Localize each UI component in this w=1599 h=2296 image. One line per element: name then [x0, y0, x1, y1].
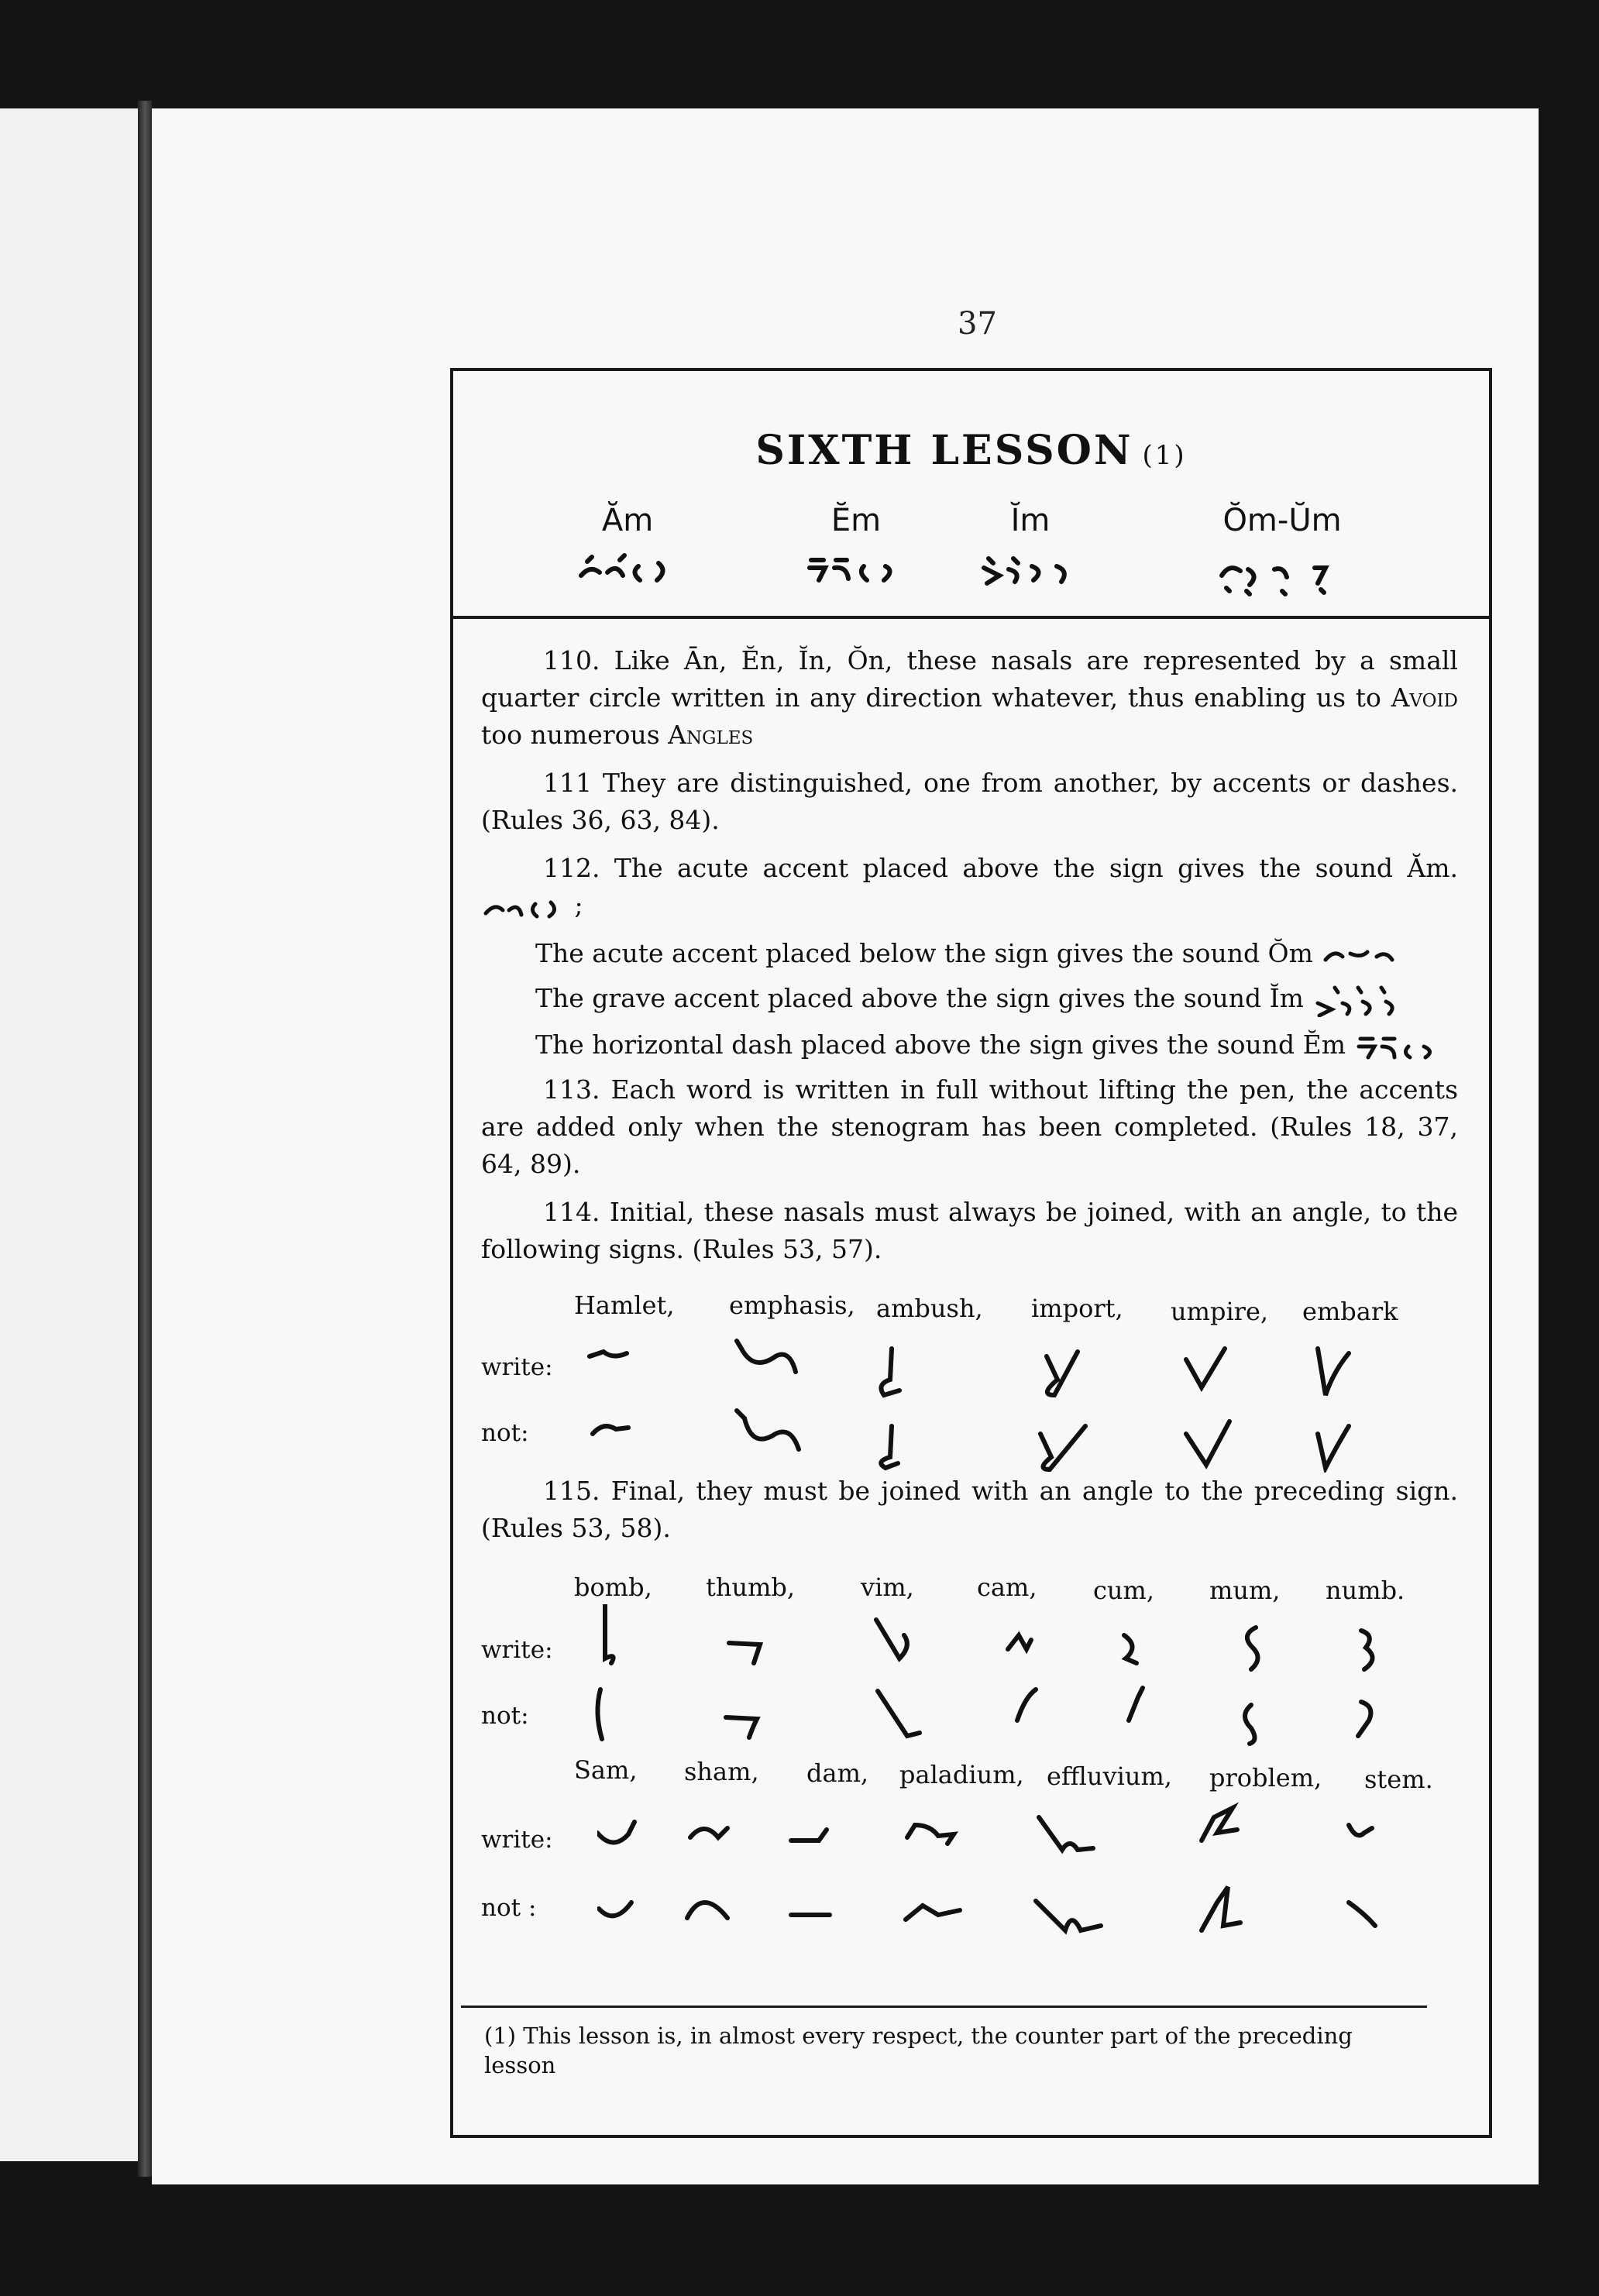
not-label: not:: [481, 1702, 529, 1730]
not-label: not:: [481, 1419, 529, 1447]
lesson-frame: [450, 368, 1492, 2138]
example-word: dam,: [806, 1758, 869, 1788]
accent-rule-om-text: The acute accent placed below the sign gives the sound Ŏm: [535, 938, 1313, 968]
accent-rule-om: [535, 935, 1414, 972]
example-set2-glyphs: [574, 1604, 1442, 1751]
write-label: write:: [481, 1636, 553, 1664]
example-word: paladium,: [899, 1760, 1024, 1789]
example-word: embark: [1302, 1297, 1398, 1326]
lesson-title-text: SIXTH LESSON: [755, 427, 1133, 474]
footnote-divider: [461, 2006, 1427, 2008]
example-word: umpire,: [1171, 1297, 1269, 1326]
nasal-om-um-label: Ŏm-Ŭm: [1222, 503, 1342, 538]
nasal-om-um-signs: [1212, 545, 1352, 599]
nasal-em: [798, 503, 914, 591]
footnote-ref: (1): [1142, 440, 1187, 471]
para-115: 115. Final, they must be joined with an angle to the preceding sign. (Rules 53, 58).: [481, 1476, 1458, 1543]
para-111: 111 They are distinguished, one from another, by accents or dashes. (Rules 36, 63, 84).: [481, 768, 1458, 835]
para-110-avoid: Avoid: [1391, 682, 1458, 713]
example-word: bomb,: [574, 1572, 652, 1602]
lesson-title: [453, 427, 1489, 474]
write-label: write:: [481, 1826, 553, 1854]
para-114: 114. Initial, these nasals must always be joined, with an angle, to the following signs. (Rules 53, 57).: [481, 1197, 1458, 1264]
nasal-am-label: Ăm: [601, 503, 654, 538]
nasal-am: [569, 503, 686, 591]
example-word: problem,: [1209, 1763, 1322, 1792]
example-word: thumb,: [706, 1572, 796, 1602]
para-112-am: Ăm.: [1407, 853, 1458, 883]
examples-final-a: [481, 1558, 1458, 1751]
para-112: [481, 850, 1458, 924]
example-set1-glyphs: [582, 1325, 1442, 1473]
example-word: import,: [1031, 1294, 1123, 1323]
accent-rule-em-sign: [1354, 1033, 1447, 1060]
book-page: [152, 108, 1539, 2184]
nasal-em-signs: [802, 545, 910, 591]
example-word: ambush,: [876, 1294, 983, 1323]
example-word: stem.: [1364, 1765, 1433, 1794]
nasal-im-label: Ĭm: [1010, 503, 1051, 538]
accent-rule-em: [535, 1026, 1447, 1064]
write-label: write:: [481, 1353, 553, 1381]
para-110-angles: Angles: [668, 720, 754, 750]
nasal-em-label: Ĕm: [830, 503, 882, 538]
para-112-semicolon: ;: [574, 890, 583, 920]
para-113: 113. Each word is written in full without lifting the pen, the accents are added only when the stenogram has been completed. (Rules 18, 37, 64, 89).: [481, 1074, 1458, 1179]
example-word: Hamlet,: [574, 1291, 675, 1320]
nasal-im: [972, 503, 1088, 591]
nasal-am-signs: [573, 545, 682, 591]
page-number: 37: [958, 306, 997, 342]
accent-rules: [481, 935, 1458, 1071]
lesson-body: [481, 642, 1458, 1953]
nasal-im-signs: [976, 545, 1085, 591]
left-page: [0, 108, 138, 2161]
para-110: [481, 642, 1458, 754]
example-word: emphasis,: [729, 1291, 855, 1320]
accent-rule-im-text: The grave accent placed above the sign gives the sound Ĭm: [535, 983, 1304, 1013]
examples-final-b: [481, 1751, 1458, 1953]
examples-initial: [481, 1279, 1458, 1473]
accent-rule-om-sign: [1321, 941, 1414, 969]
example-word: Sam,: [574, 1755, 638, 1785]
para-110-mid: too numerous: [481, 720, 669, 750]
example-word: effluvium,: [1047, 1762, 1172, 1791]
not-label: not :: [481, 1894, 537, 1922]
example-word: cam,: [977, 1572, 1037, 1602]
accent-rule-im-sign: [1312, 983, 1420, 1017]
example-word: cum,: [1093, 1576, 1155, 1605]
footnote: (1) This lesson is, in almost every respect, the counter part of the preceding lesson: [484, 2023, 1353, 2078]
para-110-text: 110. Like Ān, Ĕn, Ĭn, Ŏn, these nasals are represented by a small quarter circle written in any direction whatever, thus enabling us to: [481, 645, 1458, 713]
para-112-text: 112. The acute accent placed above the sign gives the sound: [543, 853, 1394, 883]
example-set3-glyphs: [597, 1794, 1457, 1949]
nasal-om-um: [1181, 503, 1383, 599]
accent-rule-im: [535, 980, 1420, 1017]
example-word: mum,: [1209, 1576, 1281, 1605]
lesson-header: [453, 371, 1489, 619]
example-word: numb.: [1326, 1576, 1405, 1605]
para-112-sign: [481, 893, 566, 921]
book-spine: [138, 101, 152, 2177]
accent-rule-em-text: The horizontal dash placed above the sign gives the sound Ĕm: [535, 1029, 1346, 1060]
example-word: sham,: [684, 1757, 759, 1786]
example-word: vim,: [861, 1572, 914, 1602]
